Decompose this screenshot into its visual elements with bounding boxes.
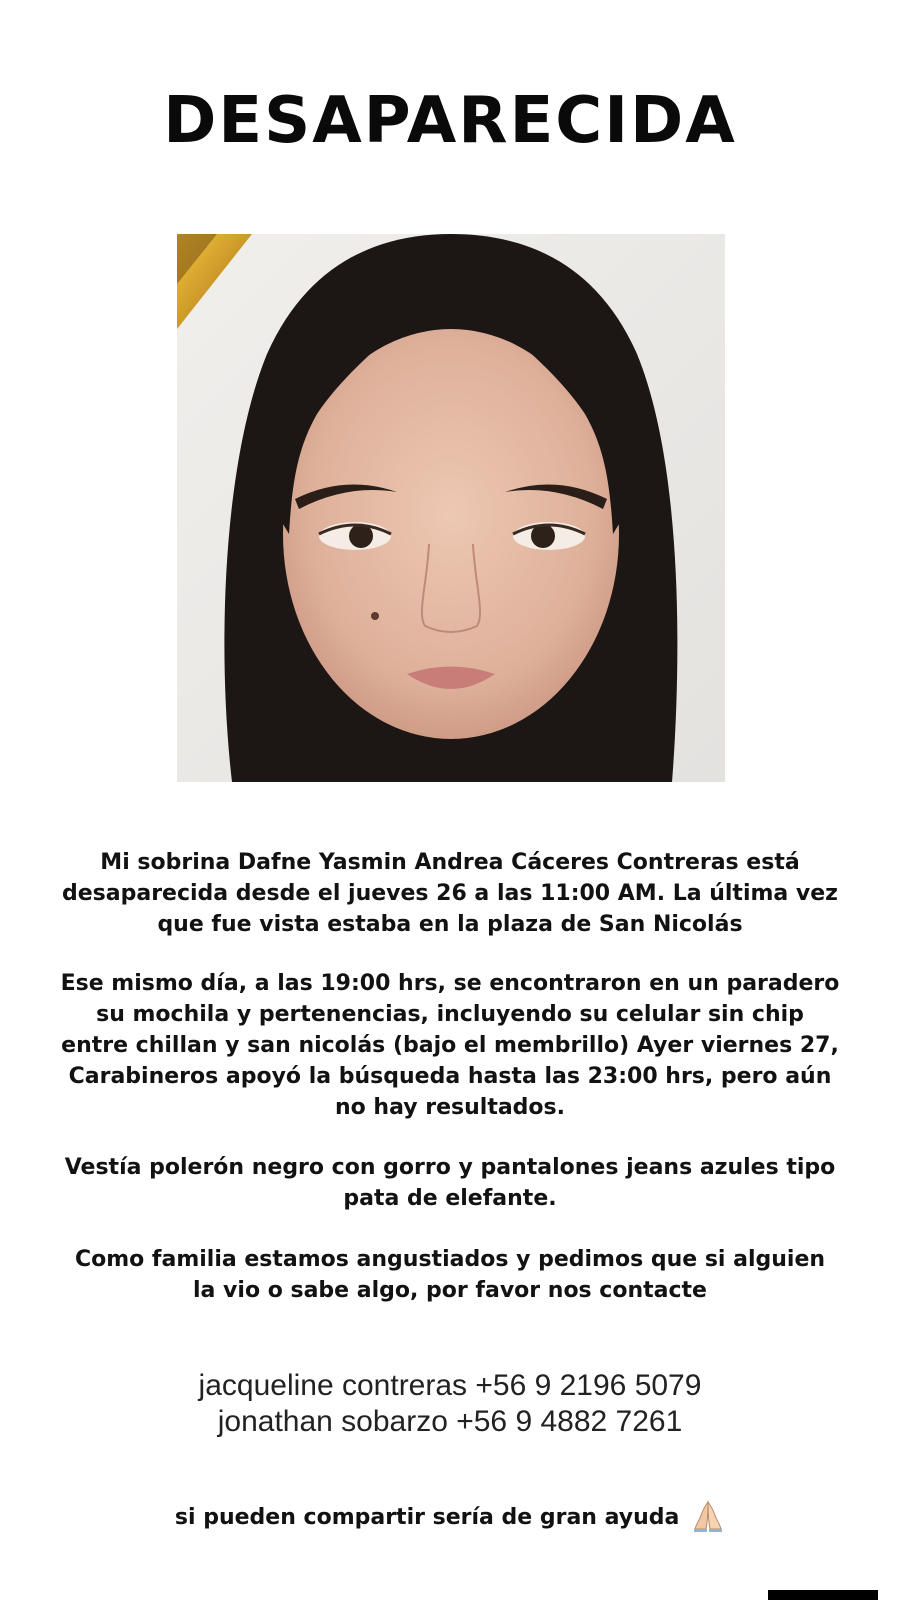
poster-title: DESAPARECIDA [163, 84, 737, 158]
share-request [0, 1498, 900, 1538]
share-text: si pueden compartir sería de gran ayuda [174, 1505, 680, 1530]
contact-line: jonathan sobarzo +56 9 4882 7261 [217, 1405, 683, 1438]
contact-list [0, 1368, 900, 1440]
description-paragraph: Ese mismo día, a las 19:00 hrs, se encontraron en un paradero su mochila y pertenencias, incluyendo su celular sin chip entre chillan y san nicolás (bajo el membrillo) Ayer viernes 27, Carabineros apoyó la búsqueda hasta las 23:00 hrs, pero aún no hay resultados. [60, 971, 840, 1120]
appeal-paragraph: Como familia estamos angustiados y pedimos que si alguien la vio o sabe algo, por favor nos contacte [74, 1247, 826, 1303]
contact-line: jacqueline contreras +56 9 2196 5079 [198, 1369, 702, 1402]
folded-hands-icon [691, 1498, 725, 1538]
clothing-paragraph: Vestía polerón negro con gorro y pantalones jeans azules tipo pata de elefante. [64, 1155, 836, 1211]
corner-bar [768, 1590, 878, 1600]
missing-person-photo [177, 234, 725, 782]
description-paragraph: Mi sobrina Dafne Yasmin Andrea Cáceres Contreras está desaparecida desde el jueves 26 a las 11:00 AM. La última vez que fue vista estaba en la plaza de San Nicolás [62, 850, 838, 937]
